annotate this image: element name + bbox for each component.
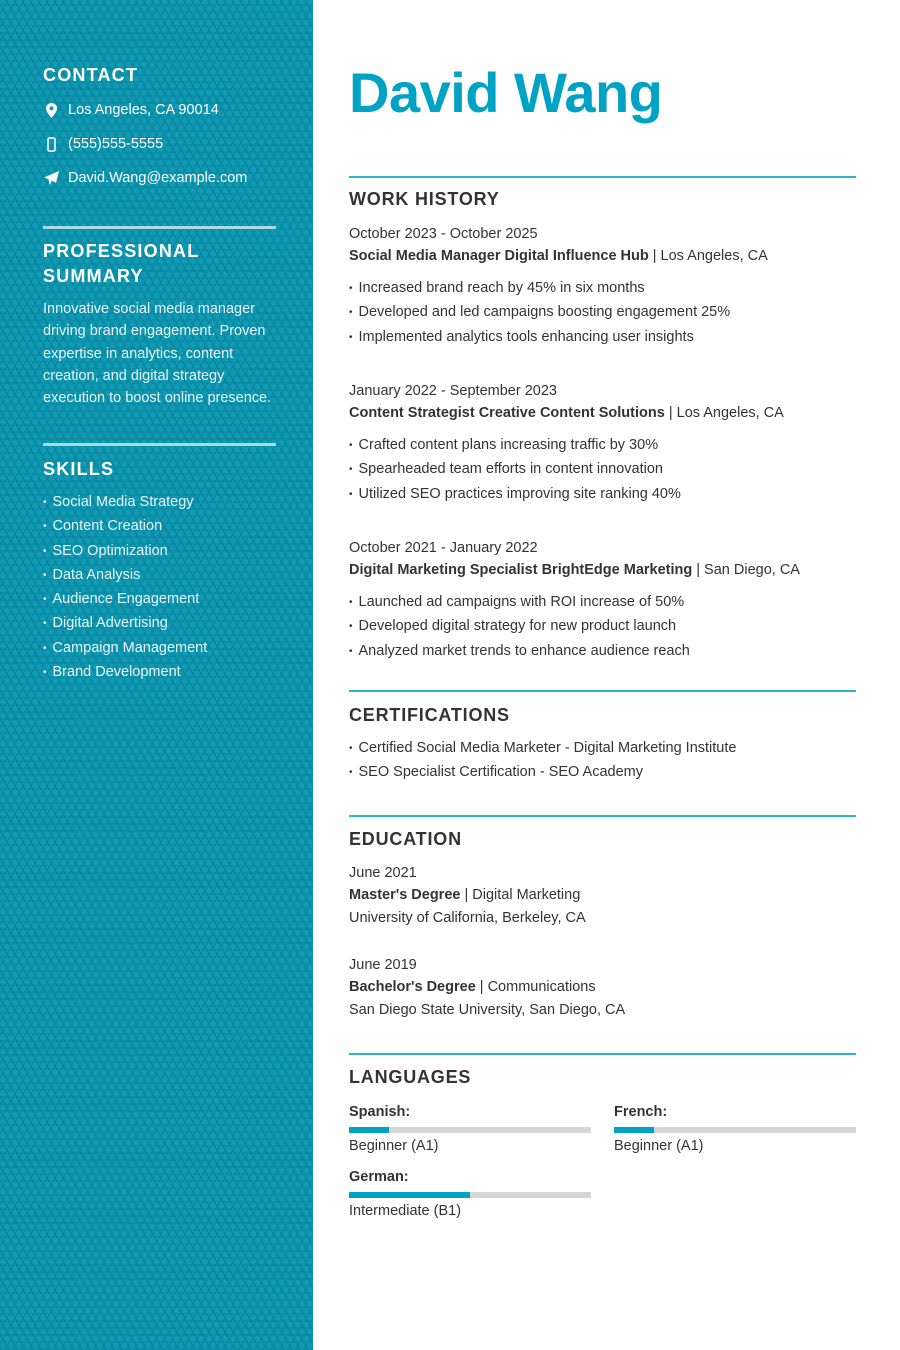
contact-email <box>43 161 276 195</box>
contact-section <box>43 63 276 195</box>
job-bullet: • Developed digital strategy for new product launch <box>349 615 856 639</box>
education-degree: Bachelor's Degree <box>349 979 476 996</box>
certifications-heading: CERTIFICATIONS <box>349 705 510 725</box>
education-school: University of California, Berkeley, CA <box>349 909 586 926</box>
skill-item: • Data Analysis <box>43 564 276 588</box>
skills-list <box>43 491 276 685</box>
job-bullet: • Increased brand reach by 45% in six months <box>349 277 856 301</box>
skill-item: • SEO Optimization <box>43 540 276 564</box>
language-bar <box>614 1127 856 1133</box>
job-entry <box>349 380 856 507</box>
education-date: June 2019 <box>349 957 417 973</box>
languages-heading: LANGUAGES <box>349 1067 472 1087</box>
section-rule <box>349 176 856 178</box>
language-name: French: <box>614 1104 668 1120</box>
section-rule <box>349 690 856 692</box>
job-bullets <box>349 277 856 350</box>
language-level: Beginner (A1) <box>349 1138 439 1154</box>
job-location: | San Diego, CA <box>692 562 800 578</box>
job-role-company: Digital Marketing Specialist BrightEdge Marketing <box>349 562 693 578</box>
language-french <box>614 1101 856 1157</box>
job-entry <box>349 223 856 350</box>
job-dates: October 2021 - January 2022 <box>349 540 538 556</box>
job-bullet: • Spearheaded team efforts in content innovation <box>349 458 856 482</box>
certification-item: • SEO Specialist Certification - SEO Academy <box>349 761 856 785</box>
job-bullet: • Developed and led campaigns boosting engagement 25% <box>349 301 856 325</box>
certifications-section <box>349 737 856 786</box>
language-german <box>349 1166 591 1222</box>
skills-section <box>43 457 276 685</box>
job-bullet: • Utilized SEO practices improving site ranking 40% <box>349 483 856 507</box>
map-pin-icon <box>43 102 59 118</box>
skills-heading: SKILLS <box>43 459 115 479</box>
contact-email-text[interactable]: David.Wang@example.com <box>68 170 248 186</box>
work-history-heading: WORK HISTORY <box>349 189 500 209</box>
section-rule <box>349 815 856 817</box>
language-bar <box>349 1127 591 1133</box>
job-role-company: Content Strategist Creative Content Solutions <box>349 405 665 421</box>
skill-item: • Digital Advertising <box>43 612 276 636</box>
job-bullet: • Crafted content plans increasing traffic by 30% <box>349 434 856 458</box>
language-level: Beginner (A1) <box>614 1138 704 1154</box>
contact-heading: CONTACT <box>43 65 139 85</box>
education-degree-line <box>349 884 586 906</box>
education-entry <box>349 862 586 929</box>
summary-section <box>43 239 276 409</box>
language-bar-fill <box>349 1127 389 1133</box>
skill-item: • Audience Engagement <box>43 588 276 612</box>
education-date: June 2021 <box>349 865 417 881</box>
job-title-line <box>349 559 856 581</box>
job-bullet: • Launched ad campaigns with ROI increase of 50% <box>349 591 856 615</box>
sidebar <box>0 0 313 1350</box>
language-level: Intermediate (B1) <box>349 1203 462 1219</box>
job-dates: October 2023 - October 2025 <box>349 226 538 242</box>
language-bar-fill <box>614 1127 654 1133</box>
education-entry <box>349 954 625 1021</box>
contact-phone <box>43 127 276 161</box>
language-bar <box>349 1192 591 1198</box>
summary-text: Innovative social media manager driving brand engagement. Proven expertise in analytics, content creation, and digital strategy execution to boost online presence. <box>43 301 272 407</box>
summary-heading <box>43 239 276 289</box>
education-school: San Diego State University, San Diego, CA <box>349 1001 626 1018</box>
sidebar-divider <box>43 443 276 446</box>
job-role-company: Social Media Manager Digital Influence Hub <box>349 248 649 264</box>
skill-item: • Brand Development <box>43 661 276 685</box>
summary-heading-line2: SUMMARY <box>43 266 144 286</box>
sidebar-divider <box>43 226 276 229</box>
certifications-list <box>349 737 856 786</box>
job-title-line <box>349 402 856 424</box>
job-bullets <box>349 434 856 507</box>
job-bullets <box>349 591 856 664</box>
skill-item: • Content Creation <box>43 515 276 539</box>
education-field: | Digital Marketing <box>460 887 581 904</box>
language-spanish <box>349 1101 591 1157</box>
candidate-name: David Wang <box>349 61 663 124</box>
contact-phone-text[interactable]: (555)555-5555 <box>68 136 164 152</box>
job-entry <box>349 537 856 664</box>
certification-item: • Certified Social Media Marketer - Digital Marketing Institute <box>349 737 856 761</box>
contact-location <box>43 93 276 127</box>
skill-item: • Social Media Strategy <box>43 491 276 515</box>
language-name: Spanish: <box>349 1104 411 1120</box>
job-bullet: • Implemented analytics tools enhancing user insights <box>349 326 856 350</box>
section-rule <box>349 1053 856 1055</box>
job-title-line <box>349 245 856 267</box>
job-location: | Los Angeles, CA <box>648 248 768 264</box>
language-name: German: <box>349 1169 409 1185</box>
job-dates: January 2022 - September 2023 <box>349 383 557 399</box>
summary-heading-line1: PROFESSIONAL <box>43 241 200 261</box>
job-location: | Los Angeles, CA <box>664 405 784 421</box>
job-bullet: • Analyzed market trends to enhance audience reach <box>349 640 856 664</box>
education-heading: EDUCATION <box>349 829 462 849</box>
education-degree-line <box>349 976 625 998</box>
language-bar-fill <box>349 1192 470 1198</box>
education-field: | Communications <box>475 979 596 996</box>
contact-location-text: Los Angeles, CA 90014 <box>68 102 219 118</box>
education-degree: Master's Degree <box>349 887 461 904</box>
paper-plane-icon <box>43 170 59 186</box>
phone-icon <box>43 136 59 152</box>
skill-item: • Campaign Management <box>43 637 276 661</box>
